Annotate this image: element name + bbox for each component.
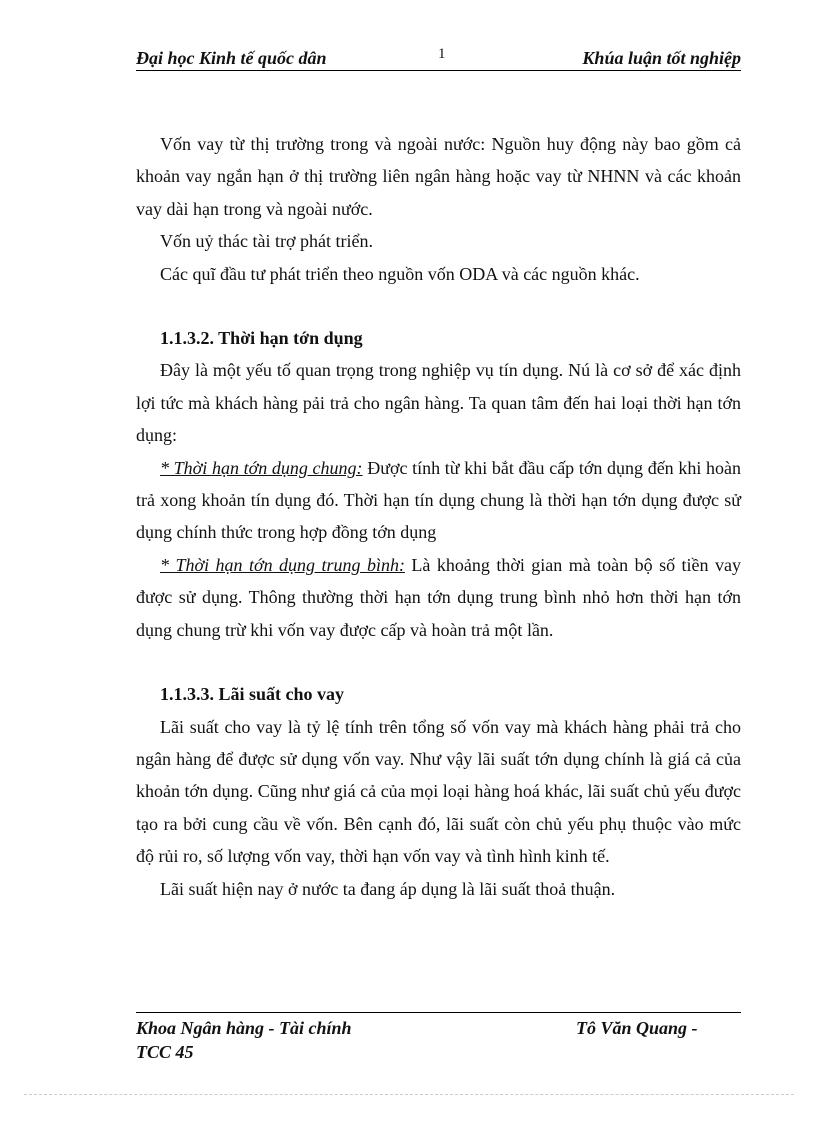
general-term-text: Được tính từ khi bắt đầu cấp tớn dụng đến khi hoàn trả xong khoản tín dụng đó. Thời hạn tín dụng chung là thời hạn tớn dụng được sử dụng chính thức trong hợp đồng tớn dụng — [136, 457, 742, 543]
header-thesis-title: Khúa luận tốt nghiệp — [582, 48, 741, 68]
paragraph-general-term — [136, 452, 741, 549]
paragraph-investment-funds: Các quĩ đầu tư phát triển theo nguồn vốn ODA và các nguồn khác. — [160, 263, 640, 284]
paragraph-average-term — [136, 549, 741, 646]
footer-faculty — [136, 1016, 352, 1064]
footer-author: Tô Văn Quang - — [576, 1018, 698, 1038]
section-heading-credit-term: 1.1.3.2. Thời hạn tớn dụng — [160, 328, 363, 349]
page-number: 1 — [438, 46, 446, 62]
average-term-text: Là khoảng thời gian mà toàn bộ số tiền vay được sử dụng. Thông thường thời hạn tớn dụng trung bình nhỏ hơn thời hạn tớn dụng chung trừ khi vốn vay được cấp và hoàn trả một lần. — [136, 554, 741, 640]
header-university: Đại học Kinh tế quốc dân — [136, 48, 327, 68]
page-bottom-divider — [24, 1094, 794, 1095]
footer-faculty-line1: Khoa Ngân hàng - Tài chính — [136, 1018, 352, 1038]
paragraph-entrusted-capital: Vốn uỷ thác tài trợ phát triển. — [160, 231, 373, 252]
page-body — [136, 128, 741, 905]
term-general-credit-term: * Thời hạn tớn dụng chung: — [160, 457, 363, 478]
section-heading-interest-rate: 1.1.3.3. Lãi suất cho vay — [160, 684, 345, 705]
paragraph-current-rate: Lãi suất hiện nay ở nước ta đang áp dụng là lãi suất thoả thuận. — [160, 878, 616, 899]
paragraph-credit-term-intro: Đây là một yếu tố quan trọng trong nghiệp vụ tín dụng. Nú là cơ sở để xác định lợi tức mà khách hàng pải trả cho ngân hàng. Ta quan tâm đến hai loại thời hạn tớn dụng: — [136, 360, 741, 446]
paragraph-interest-rate: Lãi suất cho vay là tỷ lệ tính trên tổng số vốn vay mà khách hàng phải trả cho ngân hàng để được sử dụng vốn vay. Như vậy lãi suất tớn dụng chính là giá cả của khoản tớn dụng. Cũng như giá cả của mọi loại hàng hoá khác, lãi suất chủ yếu được tạo ra bởi cung cầu về vốn. Bên cạnh đó, lãi suất còn chủ yếu phụ thuộc vào mức độ rủi ro, số lượng vốn vay, thời hạn vốn vay và tình hình kinh tế. — [136, 716, 741, 867]
paragraph-loans-sources: Vốn vay từ thị trường trong và ngoài nước: Nguồn huy động này bao gồm cả khoản vay ngắn hạn ở thị trường liên ngân hàng hoặc vay từ NHNN và các khoản vay dài hạn trong và ngoài nước. — [136, 134, 741, 219]
page-header — [136, 44, 741, 71]
term-average-credit-term: * Thời hạn tớn dụng trung bình: — [160, 554, 405, 575]
page-footer — [136, 1012, 741, 1062]
footer-faculty-line2: TCC 45 — [136, 1042, 194, 1062]
